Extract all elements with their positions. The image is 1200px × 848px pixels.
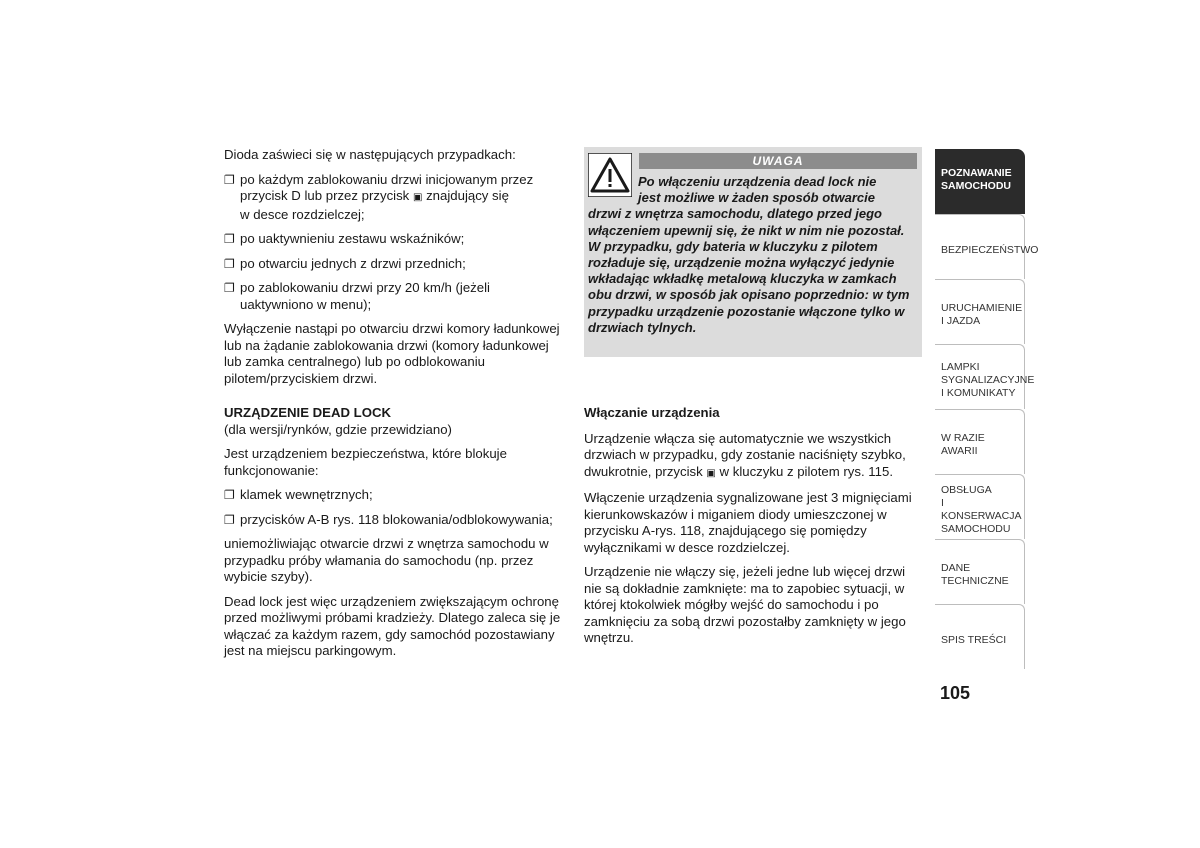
paragraph: Dead lock jest więc urządzeniem zwiększającym ochronę przed możliwymi próbami kradzieży. Dlatego zaleca się je włączać za każdym razem, gdy samochód pozostawiany jest na miejscu parkingowym. [224,593,561,658]
list-item: ❐ po uaktywnieniu zestawu wskaźników; [224,231,465,246]
tab-uruchamienie-i-jazda[interactable]: URUCHAMIENIE I JAZDA [935,279,1025,344]
right-column [584,405,920,655]
section-subheading: (dla wersji/rynków, gdzie przewidziano) [224,421,452,437]
tab-poznawanie-samochodu[interactable]: POZNAWANIE SAMOCHODU [935,149,1025,214]
tab-lampki-sygnalizacyjne[interactable]: LAMPKI SYGNALIZACYJNE I KOMUNIKATY [935,344,1025,409]
section-heading: URZĄDZENIE DEAD LOCK [224,405,392,420]
tab-obsluga-i-konserwacja[interactable]: OBSŁUGA I KONSERWACJA SAMOCHODU [935,474,1025,539]
tab-w-razie-awarii[interactable]: W RAZIE AWARII [935,409,1025,474]
tab-spis-tresci[interactable]: SPIS TREŚCI [935,604,1025,669]
warning-box [584,147,922,357]
page-number: 105 [940,683,971,703]
paragraph: uniemożliwiając otwarcie drzwi z wnętrza samochodu w przypadku próby włamania do samochodu (np. przez wybicie szyby). [224,536,549,584]
warning-title: UWAGA [639,153,917,169]
list-item: ❐ klamek wewnętrznych; [224,487,373,502]
tab-bezpieczenstwo[interactable]: BEZPIECZEŃSTWO [935,214,1025,279]
paragraph: Włączenie urządzenia sygnalizowane jest 3 mignięciami kierunkowskazów i miganiem diody umieszczonej w przycisku A-rys. 118, znajdującego się pomiędzy wyłącznikami w desce rozdzielczej. [584,490,912,555]
paragraph: Wyłączenie nastąpi po otwarciu drzwi komory ładunkowej lub na żądanie zablokowania drzwi (komory ładunkowej lub zamka centralnego) lub po odblokowaniu pilotem/przyciskiem drzwi. [224,321,560,386]
checkbox-bullet-icon: ❐ [224,172,235,187]
intro-text: Dioda zaświeci się w następujących przypadkach: [224,147,516,162]
checkbox-bullet-icon: ❐ [224,488,235,502]
checkbox-bullet-icon: ❐ [224,281,235,295]
checkbox-bullet-icon: ❐ [224,512,235,527]
section-heading: Włączanie urządzenia [584,405,720,420]
checkbox-bullet-icon: ❐ [224,256,235,271]
paragraph: Urządzenie nie włączy się, jeżeli jedne lub więcej drzwi nie są dokładnie zamknięte: ma to zapobiec sytuacji, w której ktokolwiek mógłby wejść do samochodu i po zamknięciu za sobą drzwi pozostałby zamknięty w jego wnętrzu. [584,564,906,645]
left-column [224,147,568,668]
lock-icon: ▣ [412,192,423,203]
checkbox-bullet-icon: ❐ [224,232,235,246]
warning-text: Po włączeniu urządzenia dead lock nie jest możliwe w żaden sposób otwarcie drzwi z wnętrza samochodu, dlatego przed jego włączeniem upewnij się, że nikt w nim nie pozostał. W przypadku, gdy bateria w kluczyku z pilotem rozładuje się, urządzenie można wyłączyć jedynie wkładając wkładkę metalową kluczyka w zamkach obu drzwi, w sposób jak opisano poprzednio: w tym przypadku urządzenie pozostanie włączone tylko w drzwiach tylnych. [588,174,910,335]
list-item: ❐ po każdym zablokowaniu drzwi inicjowanym przez przycisk D lub przez przycisk ▣ znajdujący się w desce rozdzielczej; [224,171,534,222]
list-item: ❐ po zablokowaniu drzwi przy 20 km/h (jeżeli uaktywniono w menu); [224,280,490,312]
paragraph: Jest urządzeniem bezpieczeństwa, które blokuje funkcjonowanie: [224,446,507,478]
list-item: ❐ przycisków A-B rys. 118 blokowania/odblokowywania; [224,511,553,527]
list-item: ❐ po otwarciu jednych z drzwi przednich; [224,255,466,271]
chapter-tabs [935,149,1039,669]
paragraph: Urządzenie włącza się automatycznie we wszystkich drzwiach w przypadku, gdy zostanie naciśnięty szybko, dwukrotnie, przycisk ▣ w kluczyku z pilotem rys. 115. [584,430,906,479]
tab-dane-techniczne[interactable]: DANE TECHNICZNE [935,539,1025,604]
lock-icon: ▣ [706,467,716,479]
